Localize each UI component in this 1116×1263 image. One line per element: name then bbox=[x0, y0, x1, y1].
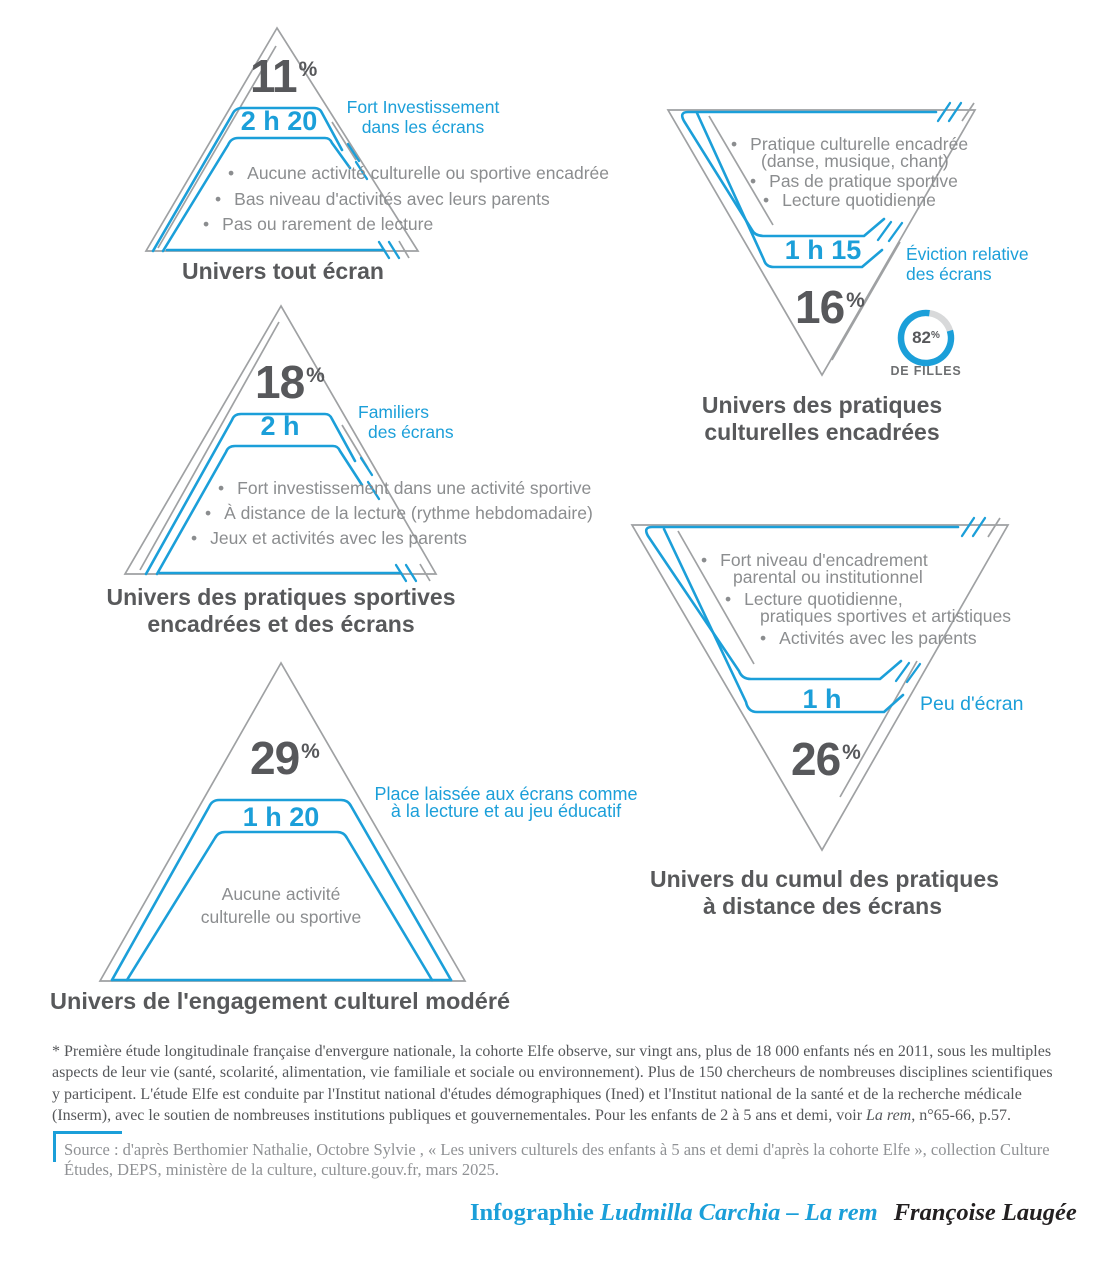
source-line-1: Source : d'après Berthomier Nathalie, Octobre Sylvie , « Les univers culturels des enfants à 5 ans et demi d'après la cohorte Elfe », collection Culture bbox=[64, 1140, 1050, 1159]
p2-side-label: Éviction relative des écrans bbox=[906, 244, 1029, 284]
bullet-icon: • bbox=[725, 589, 732, 609]
bullet-icon: • bbox=[203, 214, 210, 234]
p4-bullet-1: • Fort niveau d'encadrement bbox=[701, 550, 928, 570]
p4-bullet-1b: parental ou institutionnel bbox=[733, 567, 923, 587]
bullet-icon: • bbox=[205, 503, 212, 523]
p3-title: Univers des pratiques sportives encadrées et des écrans bbox=[106, 584, 456, 637]
donut-label: DE FILLES bbox=[890, 364, 962, 378]
p4-screen-time: 1 h bbox=[802, 684, 842, 714]
source-bracket-top bbox=[53, 1131, 122, 1134]
footnote-line-2: aspects de leur vie (santé, scolarité, alimentation, vie familiale et sociale ou environnement). Plus de 150 chercheurs de nombreuses disciplines scientifiques bbox=[52, 1064, 1053, 1082]
source-block bbox=[64, 1140, 1050, 1179]
p4-title: Univers du cumul des pratiques à distance des écrans bbox=[650, 866, 999, 919]
p1-bullet-3: • Pas ou rarement de lecture bbox=[203, 214, 434, 234]
p5-percent: 29% bbox=[250, 732, 320, 784]
p2-percent: 16% bbox=[795, 281, 865, 333]
footnote-line-4: (Inserm), avec le soutien de nombreuses institutions publiques et gouvernementales. Pour les enfants de 2 à 5 ans et demi, voir La rem, n°65-66, p.57. bbox=[52, 1106, 1011, 1124]
bullet-icon: • bbox=[218, 478, 225, 498]
bullet-icon: • bbox=[763, 190, 770, 210]
footnote-line-3: y participent. L'étude Elfe est conduite par l'Institut national d'études démographiques (Ined) et l'Institut national de la santé et de la recherche médicale bbox=[52, 1085, 1022, 1103]
p4-percent: 26% bbox=[791, 733, 861, 785]
p4-side-label: Peu d'écran bbox=[920, 693, 1024, 715]
percent-sign: % bbox=[846, 289, 865, 312]
bullet-icon: • bbox=[191, 528, 198, 548]
p3-bullet-1: • Fort investissement dans une activité sportive bbox=[218, 478, 592, 498]
p3-screen-time: 2 h bbox=[260, 411, 300, 441]
bullet-icon: • bbox=[731, 134, 738, 154]
credit-authors: Ludmilla Carchia – La rem bbox=[600, 1199, 878, 1226]
p3-bullet-2: • À distance de la lecture (rythme hebdomadaire) bbox=[205, 503, 593, 523]
percent-sign: % bbox=[306, 364, 325, 387]
p5-title: Univers de l'engagement culturel modéré bbox=[50, 988, 511, 1014]
footnote bbox=[52, 1041, 1053, 1126]
source-line-2: Études, DEPS, ministère de la culture, culture.gouv.fr, mars 2025. bbox=[64, 1159, 499, 1179]
p2-bullet-2: • Pas de pratique sportive bbox=[750, 171, 958, 191]
bullet-icon: • bbox=[701, 550, 708, 570]
bullet-icon: • bbox=[750, 171, 757, 191]
bullet-icon: • bbox=[760, 628, 767, 648]
percent-sign: % bbox=[842, 741, 861, 764]
p1-screen-time: 2 h 20 bbox=[240, 106, 318, 136]
p2-bullet-3: • Lecture quotidienne bbox=[763, 190, 936, 210]
credit-editor: Françoise Laugée bbox=[893, 1199, 1077, 1226]
p3-percent: 18% bbox=[255, 356, 325, 408]
p2-screen-time: 1 h 15 bbox=[784, 235, 862, 265]
p3-side-label: Familiers des écrans bbox=[358, 402, 454, 442]
footnote-line-1: * Première étude longitudinale française d'envergure nationale, la cohorte Elfe observe, sur vingt ans, plus de 18 000 enfants nés en 2011, sous les multiples bbox=[52, 1043, 1052, 1060]
p4-bullet-2: • Lecture quotidienne, bbox=[725, 589, 903, 609]
p1-bullet-1: • Aucune activité culturelle ou sportive encadrée bbox=[228, 163, 610, 183]
p2-title: Univers des pratiques culturelles encadrées bbox=[701, 392, 943, 445]
p2-bullet-1: • Pratique culturelle encadrée bbox=[731, 134, 969, 154]
p1-percent: 11% bbox=[250, 50, 318, 102]
credit-label: Infographie bbox=[470, 1199, 594, 1226]
percent-sign: % bbox=[931, 330, 940, 341]
percent-sign: % bbox=[301, 740, 320, 763]
p4-bullet-2b: pratiques sportives et artistiques bbox=[760, 606, 1011, 626]
p1-side-label: Fort Investissement dans les écrans bbox=[346, 97, 500, 137]
p2-bullet-1b: (danse, musique, chant) bbox=[761, 151, 949, 171]
p5-center-text: Aucune activité culturelle ou sportive bbox=[200, 884, 362, 927]
credit-line bbox=[470, 1199, 1077, 1227]
p3-bullet-3: • Jeux et activités avec les parents bbox=[191, 528, 467, 548]
p5-screen-time: 1 h 20 bbox=[242, 802, 320, 832]
source-bracket-left bbox=[53, 1131, 56, 1162]
percent-sign: % bbox=[298, 58, 318, 81]
p4-bullet-3: • Activités avec les parents bbox=[760, 628, 977, 648]
bullet-icon: • bbox=[215, 189, 222, 209]
bullet-icon: • bbox=[228, 163, 235, 183]
la-rem-italic: La rem bbox=[866, 1106, 912, 1124]
p1-bullet-2: • Bas niveau d'activités avec leurs parents bbox=[215, 189, 550, 209]
p5-side-label: Place laissée aux écrans comme à la lecture et au jeu éducatif bbox=[374, 784, 638, 821]
p1-title: Univers tout écran bbox=[182, 258, 384, 284]
donut-value: 82% bbox=[912, 328, 940, 347]
